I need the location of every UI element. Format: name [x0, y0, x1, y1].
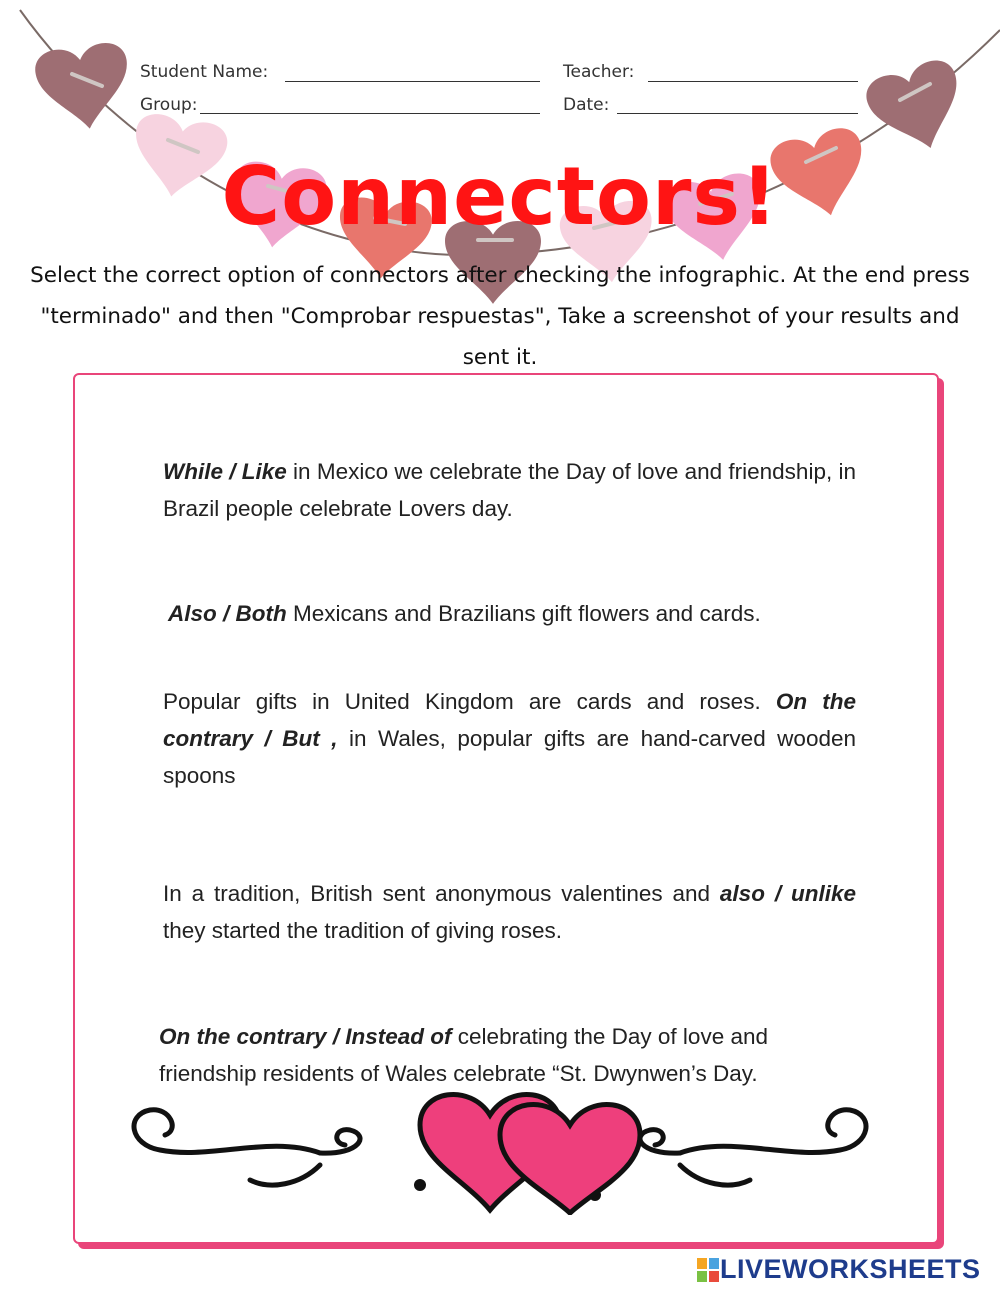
hearts-swirl-ornament: [120, 1085, 890, 1215]
question-1: [163, 453, 856, 527]
instructions: Select the correct option of connectors after checking the infographic. At the end press "terminado" and then "Comprobar respuestas", Take a screenshot of your results and sent it.: [30, 263, 970, 370]
question-4-before: In a tradition, British sent anonymous valentines and: [163, 881, 720, 906]
student-name-label: Student Name:: [140, 62, 269, 82]
question-1-option[interactable]: While / Like: [163, 459, 287, 484]
page-title: Connectors!: [221, 150, 779, 243]
question-1-text: in Mexico we celebrate the Day of love and friendship, in Brazil people celebrate Lovers day.: [163, 459, 856, 521]
question-3-option[interactable]: On the contrary / But ,: [163, 689, 856, 751]
question-5-text: celebrating the Day of love and friendship residents of Wales celebrate “St. Dwynwen’s Day.: [159, 1024, 768, 1086]
question-2: [168, 595, 861, 632]
teacher-label: Teacher:: [563, 62, 635, 82]
question-4-text: they started the tradition of giving roses.: [163, 918, 562, 943]
question-2-text: Mexicans and Brazilians gift flowers and cards.: [286, 601, 761, 626]
date-input[interactable]: [617, 113, 858, 114]
question-4: [163, 875, 856, 949]
question-3-text: in Wales, popular gifts are hand-carved wooden spoons: [163, 726, 857, 788]
question-3: [163, 683, 856, 794]
heart-right-icon: [500, 1104, 640, 1213]
liveworksheets-logo-icon: [697, 1258, 719, 1282]
liveworksheets-logo-text: LIVEWORKSHEETS: [720, 1254, 981, 1284]
date-label: Date:: [563, 95, 610, 115]
student-name-input[interactable]: [285, 81, 540, 82]
group-input[interactable]: [200, 113, 540, 114]
group-label: Group:: [140, 95, 198, 115]
banner-heart-1-icon: [33, 40, 136, 135]
teacher-input[interactable]: [648, 81, 858, 82]
question-2-option[interactable]: Also / Both: [168, 601, 287, 626]
question-5-option[interactable]: On the contrary / Instead of: [159, 1024, 452, 1049]
question-3-before: Popular gifts in United Kingdom are cards and roses.: [163, 689, 776, 714]
question-5: [159, 1018, 859, 1092]
question-4-option[interactable]: also / unlike: [719, 881, 856, 906]
